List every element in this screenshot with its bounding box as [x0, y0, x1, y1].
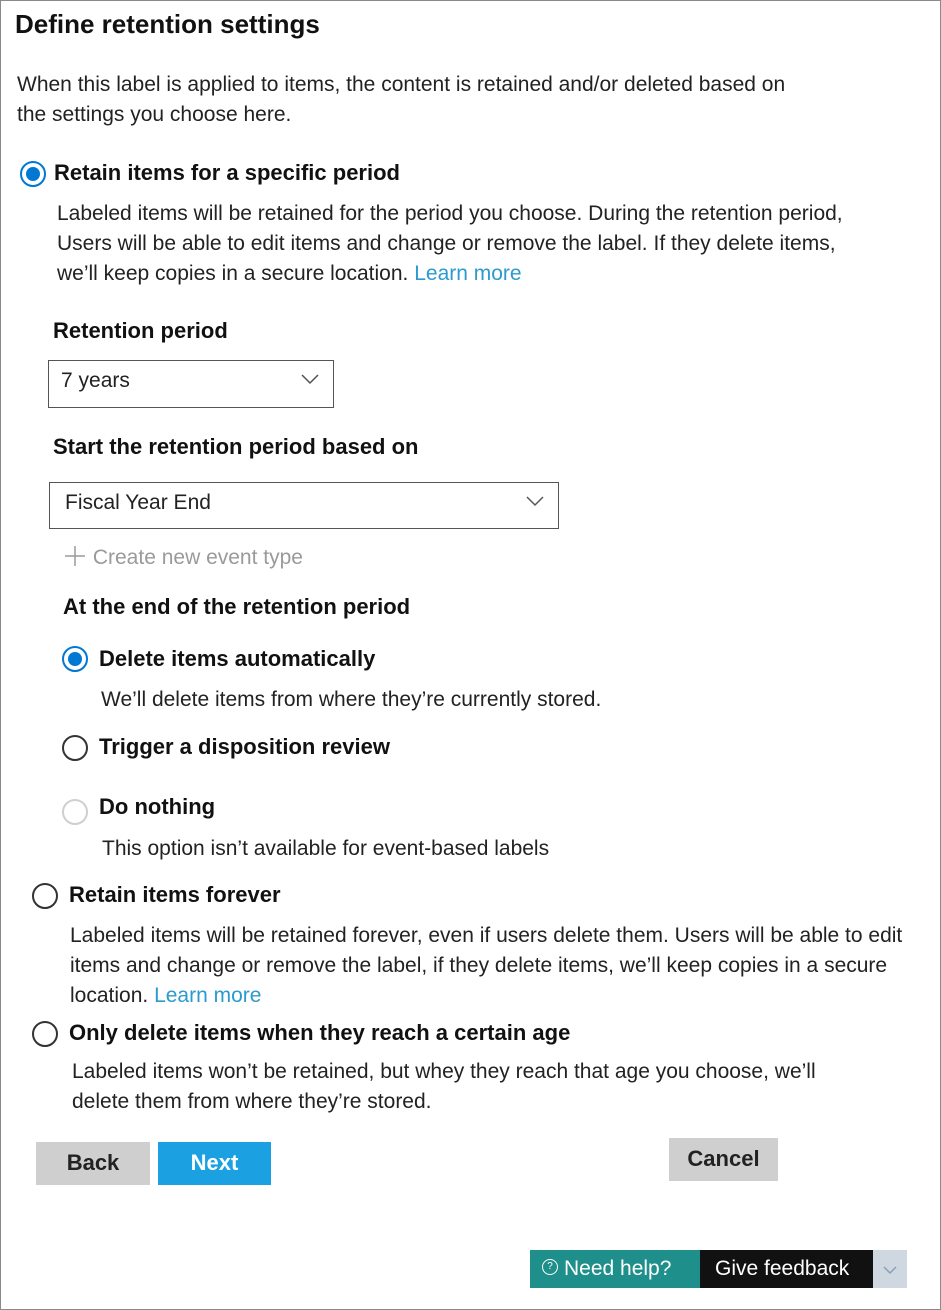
retain-forever-description: Labeled items will be retained forever, even if users delete them. Users will be able to edit items and change or remove the label, if they delete items, we’ll keep copies in a secure location. Learn more: [70, 924, 903, 1007]
retain-specific-description: Labeled items will be retained for the period you choose. During the retention period, Users will be able to edit items and change or remove the label. If they delete items, we’ll keep copies in a secure location. Learn more: [57, 202, 843, 285]
do-nothing-description: This option isn’t available for event-based labels: [102, 837, 550, 860]
disposition-review-radio[interactable]: [62, 735, 88, 761]
start-based-on-value: Fiscal Year End: [65, 491, 211, 514]
page-title: Define retention settings: [15, 9, 320, 39]
give-feedback-button[interactable]: Give feedback: [700, 1250, 873, 1288]
start-based-on-dropdown[interactable]: [49, 482, 559, 529]
delete-automatically-description: We’ll delete items from where they’re currently stored.: [101, 688, 602, 711]
create-event-type-link[interactable]: [63, 544, 303, 570]
question-icon: ?: [542, 1259, 558, 1275]
disposition-review-label: Trigger a disposition review: [99, 734, 390, 759]
retention-period-label: Retention period: [53, 318, 228, 343]
feedback-expand-button[interactable]: [873, 1250, 907, 1288]
delete-only-description: Labeled items won’t be retained, but whey they reach that age you choose, we’ll delete them from where they’re stored.: [72, 1060, 816, 1113]
retain-specific-radio[interactable]: [20, 161, 46, 187]
start-based-on-label: Start the retention period based on: [53, 434, 419, 459]
delete-only-label: Only delete items when they reach a certain age: [69, 1020, 571, 1045]
back-button[interactable]: Back: [36, 1142, 150, 1185]
retain-specific-label: Retain items for a specific period: [54, 160, 400, 185]
retention-period-value: 7 years: [61, 369, 130, 392]
end-of-period-label: At the end of the retention period: [63, 594, 411, 619]
delete-automatically-label: Delete items automatically: [99, 646, 376, 671]
retention-period-dropdown[interactable]: [48, 360, 334, 408]
retain-forever-label: Retain items forever: [69, 882, 281, 907]
delete-automatically-radio[interactable]: [62, 646, 88, 672]
chevron-down-icon: [526, 496, 544, 507]
learn-more-link[interactable]: Learn more: [414, 262, 522, 285]
do-nothing-radio: [62, 799, 88, 825]
cancel-button[interactable]: Cancel: [669, 1138, 778, 1181]
need-help-label: Need help?: [564, 1257, 672, 1280]
learn-more-link[interactable]: Learn more: [154, 984, 262, 1007]
next-button[interactable]: Next: [158, 1142, 271, 1185]
need-help-button[interactable]: [530, 1250, 700, 1288]
chevron-down-icon: [883, 1266, 897, 1275]
delete-only-radio[interactable]: [32, 1021, 58, 1047]
create-event-type-label: Create new event type: [92, 546, 303, 569]
chevron-down-icon: [301, 374, 319, 385]
do-nothing-label: Do nothing: [99, 794, 216, 819]
intro-text: When this label is applied to items, the content is retained and/or deleted based on the settings you choose here.: [17, 73, 786, 126]
plus-icon: [63, 544, 87, 568]
retain-forever-radio[interactable]: [32, 883, 58, 909]
